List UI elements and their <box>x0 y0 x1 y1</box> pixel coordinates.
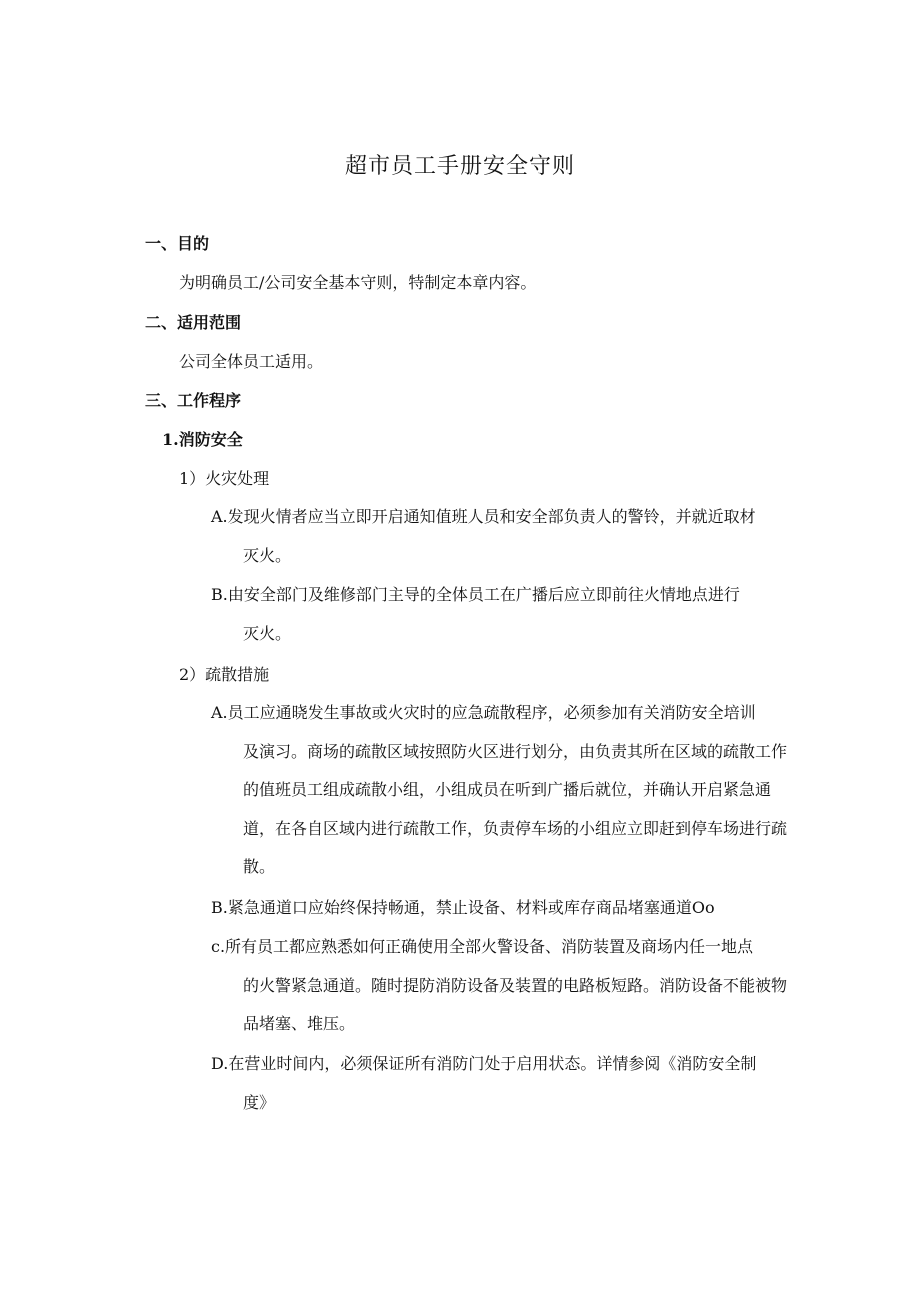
section-text-scope: 公司全体员工适用。 <box>179 352 324 371</box>
paragraph-evac-c-first-line: c.所有员工都应熟悉如何正确使用全部火警设备、消防装置及商场内任一地点 <box>211 937 754 956</box>
paragraph-evac-c <box>211 928 791 1044</box>
paragraph-fire-a-rest: 灭火。 <box>243 545 292 565</box>
section-text-purpose: 为明确员工/公司安全基本守则，特制定本章内容。 <box>179 273 537 292</box>
paragraph-fire-b-first-line: B.由安全部门及维修部门主导的全体员工在广播后应立即前往火情地点进行 <box>211 585 740 604</box>
paragraph-evac-c-rest: 的火警紧急通道。随时提防消防设备及装置的电路板短路。消防设备不能被物品堵塞、堆压。 <box>243 975 788 1033</box>
item-heading-evacuation: 2）疏散措施 <box>179 665 270 684</box>
paragraph-fire-a <box>211 498 791 575</box>
paragraph-fire-b-rest: 灭火。 <box>243 623 292 643</box>
paragraph-fire-b <box>211 576 791 653</box>
paragraph-evac-b <box>211 889 791 928</box>
page-title: 超市员工手册安全守则 <box>344 154 575 179</box>
paragraph-evac-d-rest: 度》 <box>243 1092 276 1112</box>
section-heading-procedure: 三、工作程序 <box>145 391 242 410</box>
paragraph-fire-a-first-line: A.发现火情者应当立即开启通知值班人员和安全部负责人的警铃，并就近取材 <box>211 507 756 526</box>
paragraph-evac-d <box>211 1045 791 1122</box>
section-heading-scope: 二、适用范围 <box>145 313 242 332</box>
paragraph-evac-b-first-line: B.紧急通道口应始终保持畅通，禁止设备、材料或库存商品堵塞通道Oo <box>211 898 715 917</box>
paragraph-evac-a-rest: 及演习。商场的疏散区域按照防火区进行划分，由负责其所在区域的疏散工作的值班员工组成疏散小组，小组成员在听到广播后就位，并确认开启紧急通道，在各自区域内进行疏散工作，负责停车场的小组应立即赶到停车场进行疏散。 <box>243 741 788 876</box>
paragraph-evac-d-first-line: D.在营业时间内，必须保证所有消防门处于启用状态。详情参阅《消防安全制 <box>211 1054 757 1073</box>
section-heading-purpose: 一、目的 <box>145 234 210 253</box>
item-heading-fire-handling: 1）火灾处理 <box>179 469 270 488</box>
paragraph-evac-a <box>211 694 791 887</box>
paragraph-evac-a-first-line: A.员工应通晓发生事故或火灾时的应急疏散程序，必须参加有关消防安全培训 <box>211 703 756 722</box>
subsection-heading-fire-safety: 1.消防安全 <box>162 430 243 449</box>
